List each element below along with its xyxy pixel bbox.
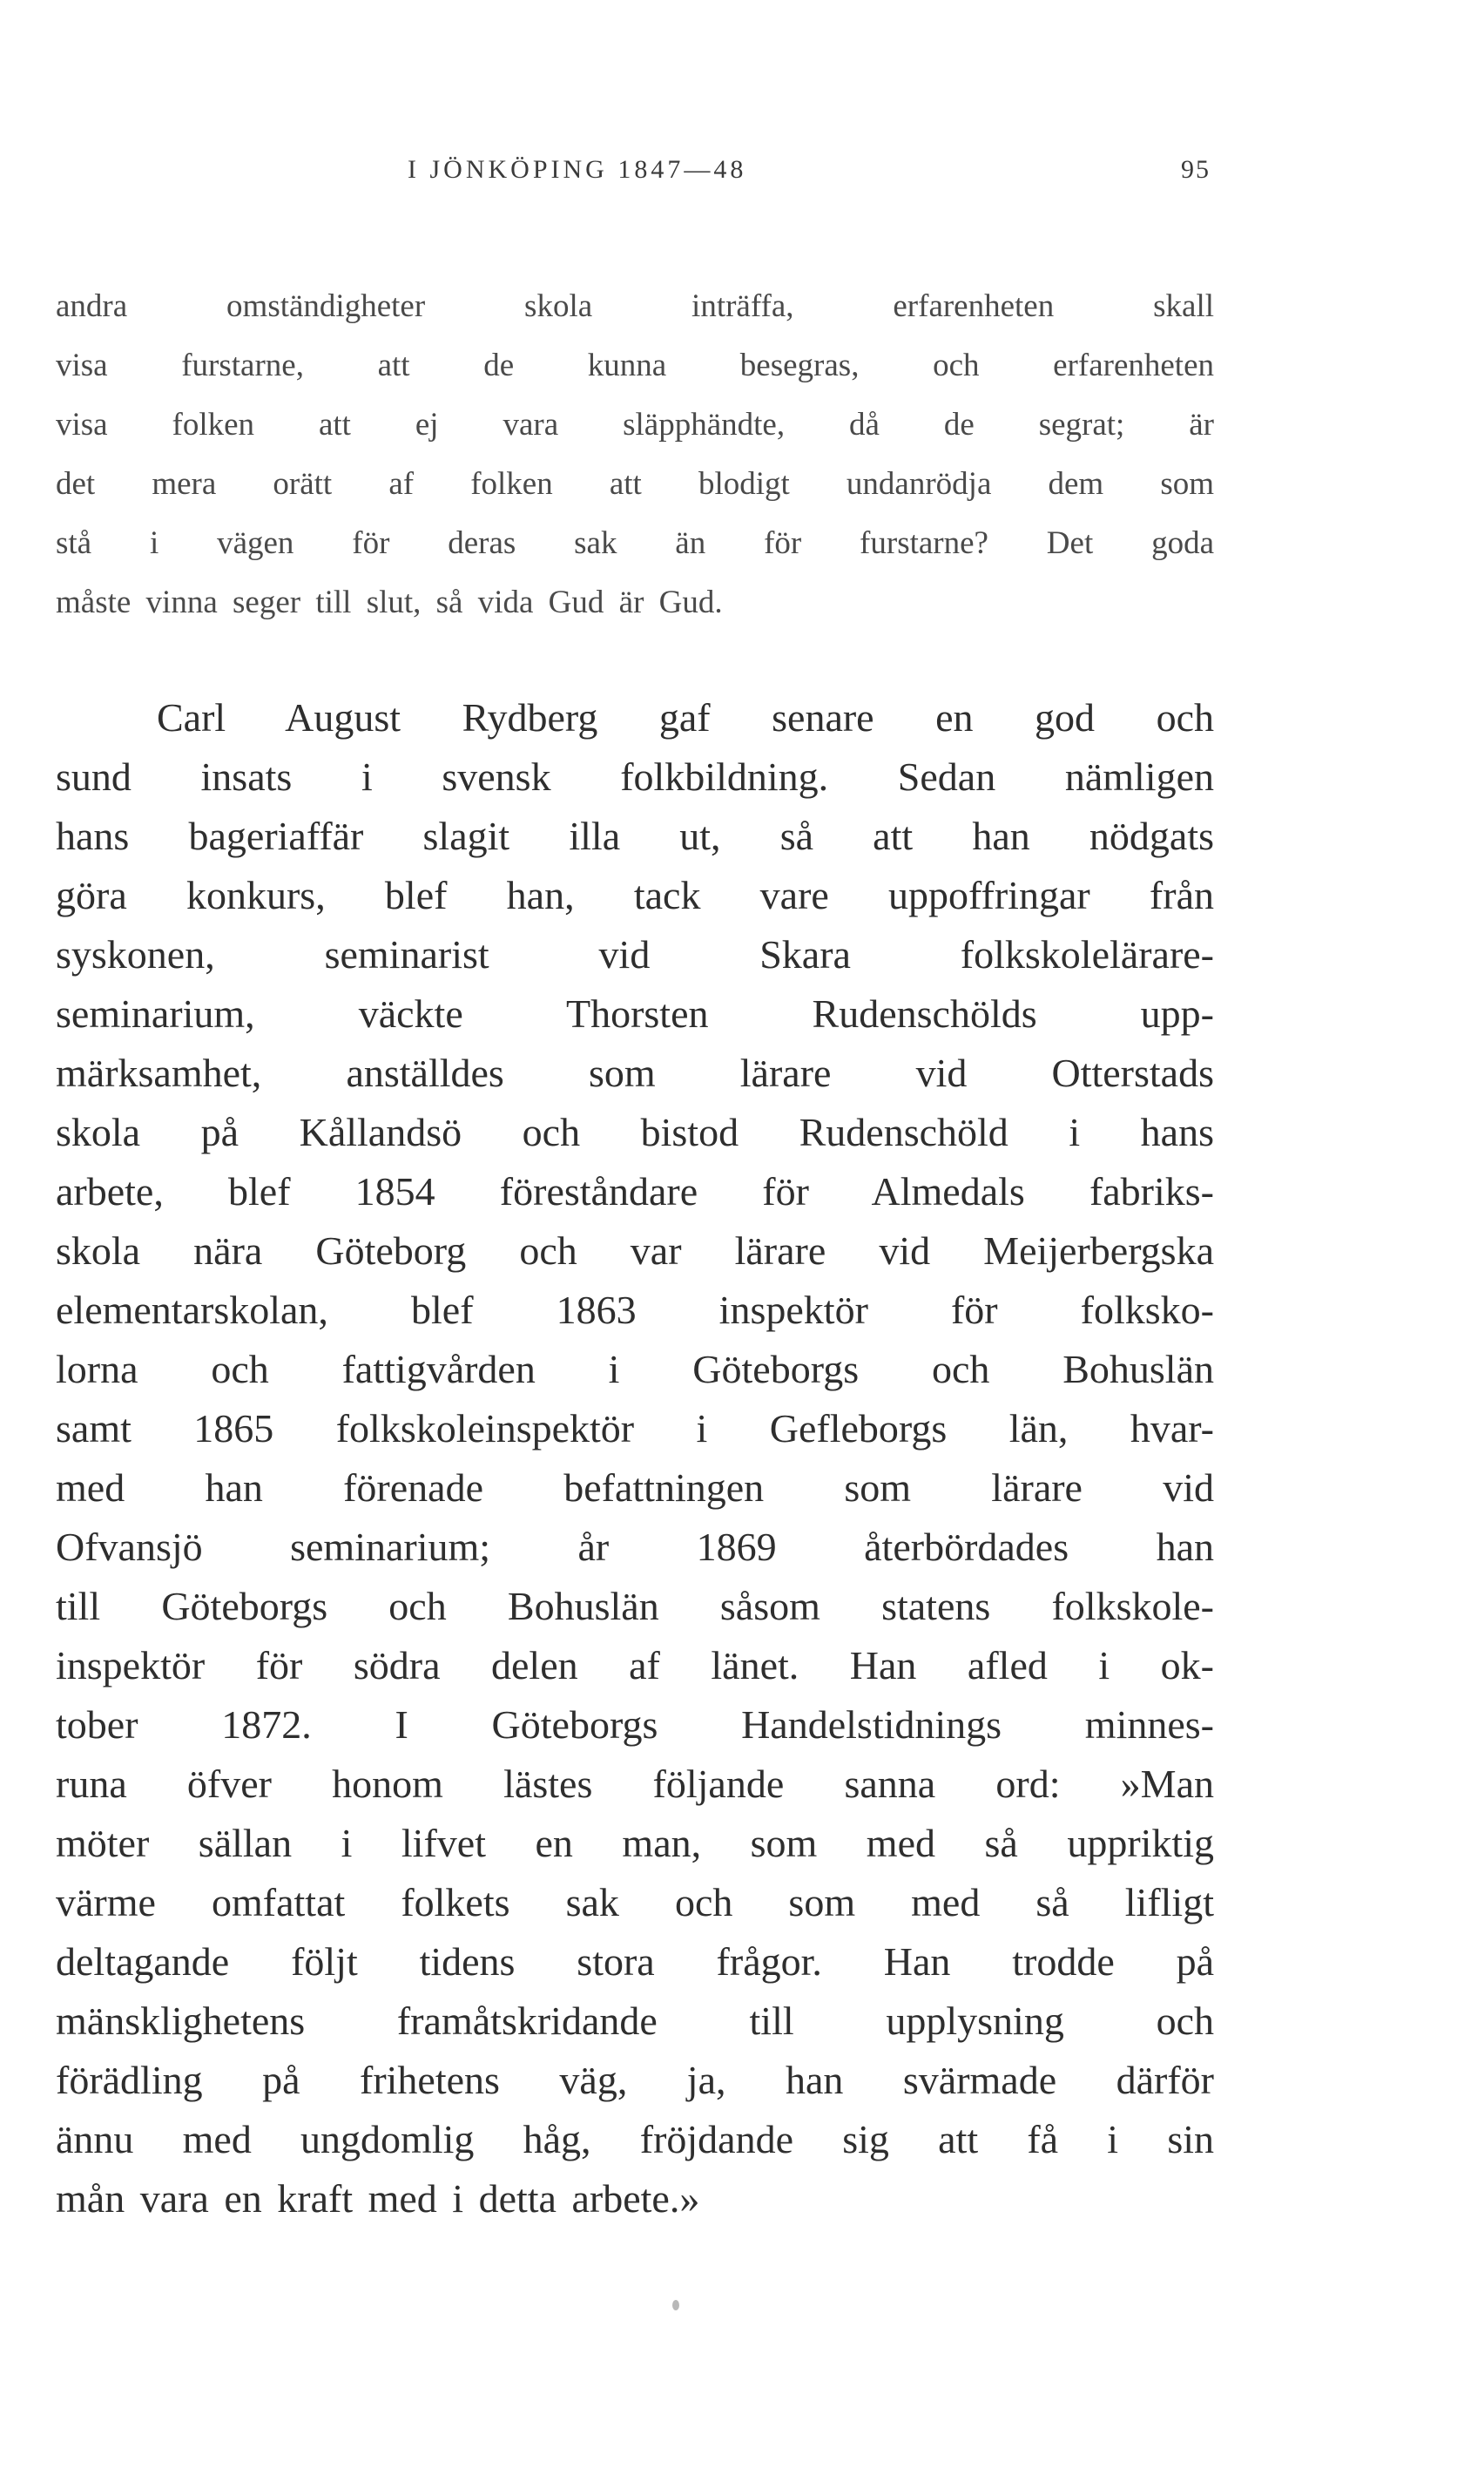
text-line: det mera orätt af folken att blodigt undanrödja dem som [56, 466, 1214, 502]
paragraph-2 [56, 688, 1214, 2228]
text-line: möter sällan i lifvet en man, som med så uppriktig [56, 1821, 1214, 1865]
paragraph-1 [56, 277, 1214, 632]
text-line: stå i vägen för deras sak än för furstarne? Det goda [56, 525, 1214, 561]
text-line: ännu med ungdomlig håg, fröjdande sig att få i sin [56, 2117, 1214, 2161]
text-line: syskonen, seminarist vid Skara folkskolelärare- [56, 932, 1214, 977]
text-line: förädling på frihetens väg, ja, han svärmade därför [56, 2058, 1214, 2102]
text-line: skola på Kållandsö och bistod Rudenschöld i hans [56, 1110, 1214, 1154]
text-line: visa folken att ej vara släpphändte, då de segrat; är [56, 407, 1214, 443]
text-line: med han förenade befattningen som lärare vid [56, 1465, 1214, 1510]
text-line: Ofvansjö seminarium; år 1869 återbördades han [56, 1525, 1214, 1569]
text-line: sund insats i svensk folkbildning. Sedan nämligen [56, 754, 1214, 799]
text-line: hans bageriaffär slagit illa ut, så att han nödgats [56, 814, 1214, 858]
text-line: andra omständigheter skola inträffa, erfarenheten skall [56, 288, 1214, 324]
text-line: mån vara en kraft med i detta arbete.» [56, 2176, 700, 2221]
text-line: till Göteborgs och Bohuslän såsom statens folkskole- [56, 1584, 1214, 1628]
text-line: tober 1872. I Göteborgs Handelstidnings minnes- [56, 1702, 1214, 1747]
text-line: märksamhet, anställdes som lärare vid Otterstads [56, 1051, 1214, 1095]
text-line: lorna och fattigvården i Göteborgs och Bohuslän [56, 1347, 1214, 1391]
text-line: samt 1865 folkskoleinspektör i Gefleborgs län, hvar- [56, 1406, 1214, 1451]
text-line: värme omfattat folkets sak och som med så lifligt [56, 1880, 1214, 1924]
text-line: mänsklighetens framåtskridande till upplysning och [56, 1998, 1214, 2043]
running-header [52, 155, 1211, 199]
page-number: 95 [1181, 155, 1211, 184]
text-line: deltagande följt tidens stora frågor. Han trodde på [56, 1939, 1214, 1984]
text-line: Carl August Rydberg gaf senare en god och [157, 695, 1214, 740]
text-line: arbete, blef 1854 föreståndare för Almedals fabriks- [56, 1169, 1214, 1214]
text-line: runa öfver honom lästes följande sanna ord: »Man [56, 1762, 1214, 1806]
paper-speck [672, 2300, 679, 2310]
running-title: I JÖNKÖPING 1847—48 [408, 155, 747, 184]
text-line: skola nära Göteborg och var lärare vid Meijerbergska [56, 1228, 1214, 1273]
text-line: inspektör för södra delen af länet. Han afled i ok- [56, 1643, 1214, 1687]
text-line: seminarium, väckte Thorsten Rudenschölds upp- [56, 991, 1214, 1036]
text-line: visa furstarne, att de kunna besegras, och erfarenheten [56, 348, 1214, 383]
text-line: måste vinna seger till slut, så vida Gud är Gud. [56, 585, 723, 620]
text-line: göra konkurs, blef han, tack vare uppoffringar från [56, 873, 1214, 917]
text-line: elementarskolan, blef 1863 inspektör för folksko- [56, 1288, 1214, 1332]
